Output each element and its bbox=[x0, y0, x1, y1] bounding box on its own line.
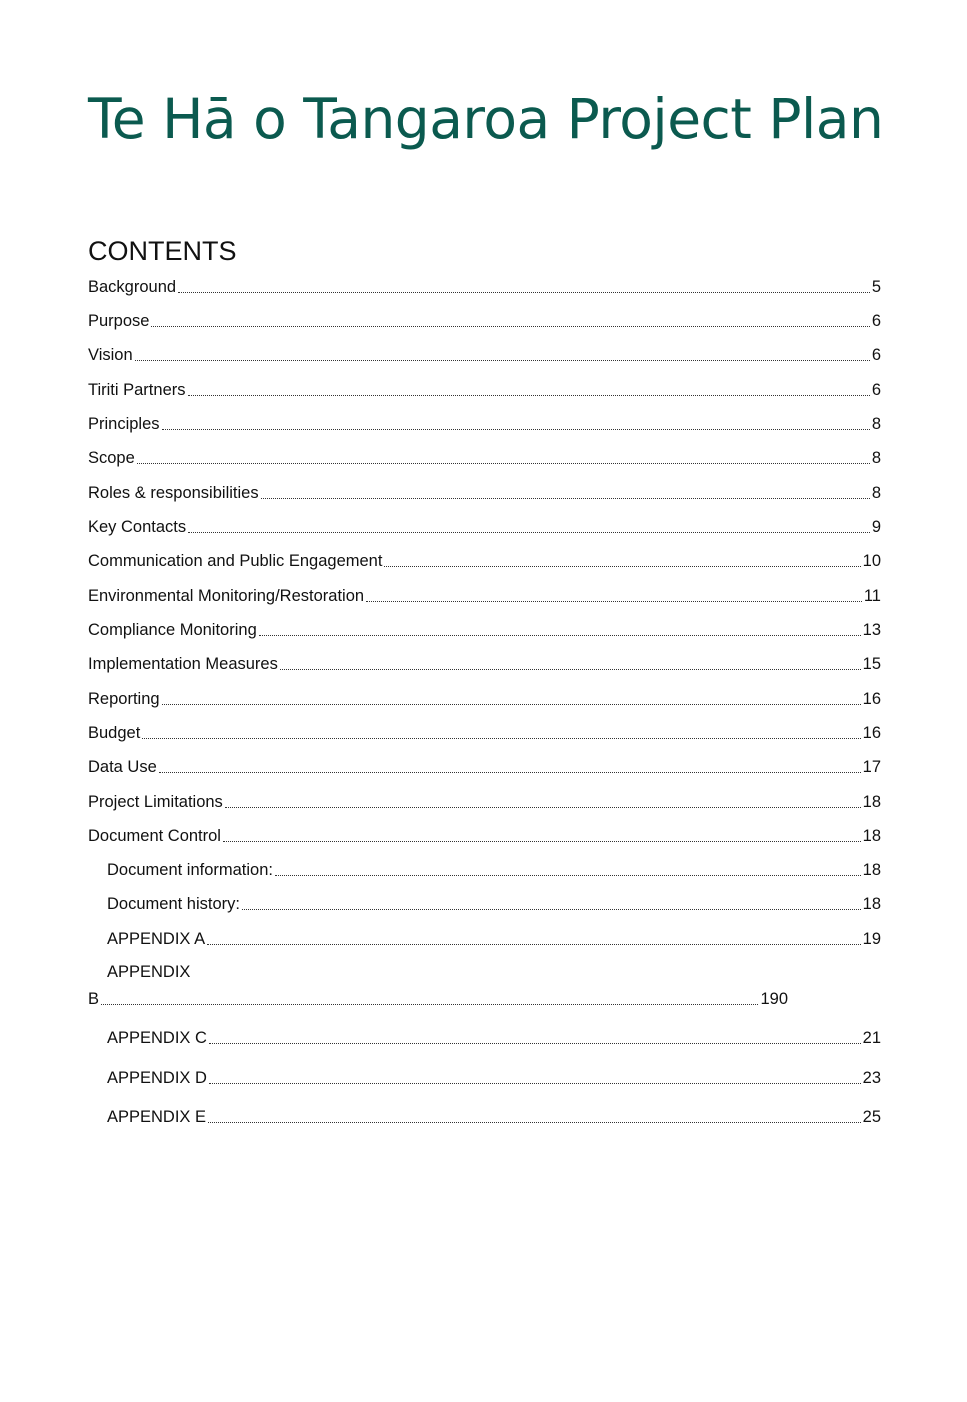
toc-label: Environmental Monitoring/Restoration bbox=[88, 587, 365, 605]
toc-entry-document-control[interactable] bbox=[88, 826, 881, 846]
toc-page-number: 25 bbox=[862, 1108, 881, 1126]
toc-label: Principles bbox=[88, 415, 160, 433]
toc-leader bbox=[162, 704, 861, 705]
toc-entry-key-contacts[interactable] bbox=[88, 517, 881, 537]
toc-entry-implementation-measures[interactable] bbox=[88, 654, 881, 674]
toc-leader bbox=[209, 1043, 861, 1044]
toc-entry-scope[interactable] bbox=[88, 448, 881, 468]
toc-page-number: 6 bbox=[871, 312, 881, 330]
toc-page-number: 11 bbox=[863, 587, 881, 605]
toc-leader bbox=[261, 498, 870, 499]
toc-label: Key Contacts bbox=[88, 518, 187, 536]
toc-page-number: 18 bbox=[862, 793, 881, 811]
document-title: Te Hā o Tangaroa Project Plan bbox=[88, 87, 884, 151]
toc-label: Document history: bbox=[107, 895, 240, 913]
toc-entry-project-limitations[interactable] bbox=[88, 792, 881, 812]
toc-entry-appendix-c[interactable] bbox=[107, 1028, 881, 1048]
toc-entry-tiriti-partners[interactable] bbox=[88, 380, 881, 400]
toc-label: Tiriti Partners bbox=[88, 381, 186, 399]
toc-label: B bbox=[88, 990, 100, 1008]
toc-label: Budget bbox=[88, 724, 141, 742]
toc-label: Document information: bbox=[107, 861, 273, 879]
toc-leader bbox=[135, 360, 870, 361]
toc-entry-compliance-monitoring[interactable] bbox=[88, 620, 881, 640]
toc-entry-data-use[interactable] bbox=[88, 757, 881, 777]
toc-leader bbox=[259, 635, 861, 636]
toc-entry-document-information[interactable] bbox=[107, 860, 881, 880]
toc-appendix-b-prefix: APPENDIX bbox=[107, 963, 191, 981]
toc-entry-principles[interactable] bbox=[88, 414, 881, 434]
toc-label: APPENDIX C bbox=[107, 1029, 207, 1047]
toc-label: Purpose bbox=[88, 312, 150, 330]
toc-page-number: 5 bbox=[871, 278, 881, 296]
toc-entry-roles-responsibilities[interactable] bbox=[88, 483, 881, 503]
toc-label: Document Control bbox=[88, 827, 221, 845]
toc-label: Compliance Monitoring bbox=[88, 621, 257, 639]
toc-entry-vision[interactable] bbox=[88, 345, 881, 365]
toc-label: Communication and Public Engagement bbox=[88, 552, 383, 570]
toc-page-number: 16 bbox=[862, 724, 881, 742]
toc-entry-purpose[interactable] bbox=[88, 311, 881, 331]
toc-page-number: 190 bbox=[760, 990, 788, 1008]
toc-label: APPENDIX E bbox=[107, 1108, 207, 1126]
toc-page-number: 10 bbox=[862, 552, 881, 570]
toc-leader bbox=[159, 772, 861, 773]
toc-page-number: 8 bbox=[871, 415, 881, 433]
toc-label: APPENDIX D bbox=[107, 1069, 207, 1087]
toc-label: Background bbox=[88, 278, 177, 296]
toc-entry-appendix-a[interactable] bbox=[107, 929, 881, 949]
toc-page-number: 9 bbox=[871, 518, 881, 536]
toc-label: APPENDIX A bbox=[107, 930, 206, 948]
toc-entry-appendix-e[interactable] bbox=[107, 1107, 881, 1127]
toc-page-number: 6 bbox=[871, 381, 881, 399]
toc-page-number: 16 bbox=[862, 690, 881, 708]
toc-page-number: 21 bbox=[862, 1029, 881, 1047]
toc-leader bbox=[188, 395, 870, 396]
toc-page-number: 18 bbox=[862, 861, 881, 879]
toc-page-number: 18 bbox=[862, 895, 881, 913]
toc-entry-appendix-b[interactable] bbox=[88, 989, 788, 1009]
toc-page-number: 18 bbox=[862, 827, 881, 845]
toc-leader bbox=[188, 532, 870, 533]
toc-leader bbox=[142, 738, 860, 739]
toc-entry-appendix-d[interactable] bbox=[107, 1068, 881, 1088]
toc-label: Reporting bbox=[88, 690, 160, 708]
toc-page-number: 6 bbox=[871, 346, 881, 364]
toc-label: Vision bbox=[88, 346, 133, 364]
toc-leader bbox=[384, 566, 860, 567]
toc-entry-document-history[interactable] bbox=[107, 894, 881, 914]
toc-leader bbox=[223, 841, 861, 842]
toc-entry-communication[interactable] bbox=[88, 551, 881, 571]
toc-page-number: 8 bbox=[871, 449, 881, 467]
toc-entry-background[interactable] bbox=[88, 277, 881, 297]
toc-label: Scope bbox=[88, 449, 135, 467]
toc-leader bbox=[209, 1083, 861, 1084]
toc-page-number: 23 bbox=[862, 1069, 881, 1087]
toc-entry-environmental-monitoring[interactable] bbox=[88, 586, 881, 606]
toc-leader bbox=[178, 292, 870, 293]
toc-entry-reporting[interactable] bbox=[88, 689, 881, 709]
toc-leader bbox=[225, 807, 861, 808]
toc-leader bbox=[151, 326, 869, 327]
contents-heading: CONTENTS bbox=[88, 236, 237, 266]
toc-label: Implementation Measures bbox=[88, 655, 278, 673]
toc-page-number: 15 bbox=[862, 655, 881, 673]
toc-page-number: 17 bbox=[862, 758, 881, 776]
toc-leader bbox=[366, 601, 862, 602]
toc-leader bbox=[137, 463, 870, 464]
toc-leader bbox=[275, 875, 861, 876]
toc-page-number: 13 bbox=[862, 621, 881, 639]
toc-entry-budget[interactable] bbox=[88, 723, 881, 743]
toc-page-number: 19 bbox=[862, 930, 881, 948]
toc-leader bbox=[280, 669, 861, 670]
toc-leader bbox=[242, 909, 861, 910]
toc-label: Project Limitations bbox=[88, 793, 223, 811]
toc-leader bbox=[207, 944, 861, 945]
toc-leader bbox=[101, 1004, 758, 1005]
toc-leader bbox=[208, 1122, 861, 1123]
toc-label: Data Use bbox=[88, 758, 157, 776]
toc-label: Roles & responsibilities bbox=[88, 484, 259, 502]
toc-page-number: 8 bbox=[871, 484, 881, 502]
toc-leader bbox=[162, 429, 870, 430]
